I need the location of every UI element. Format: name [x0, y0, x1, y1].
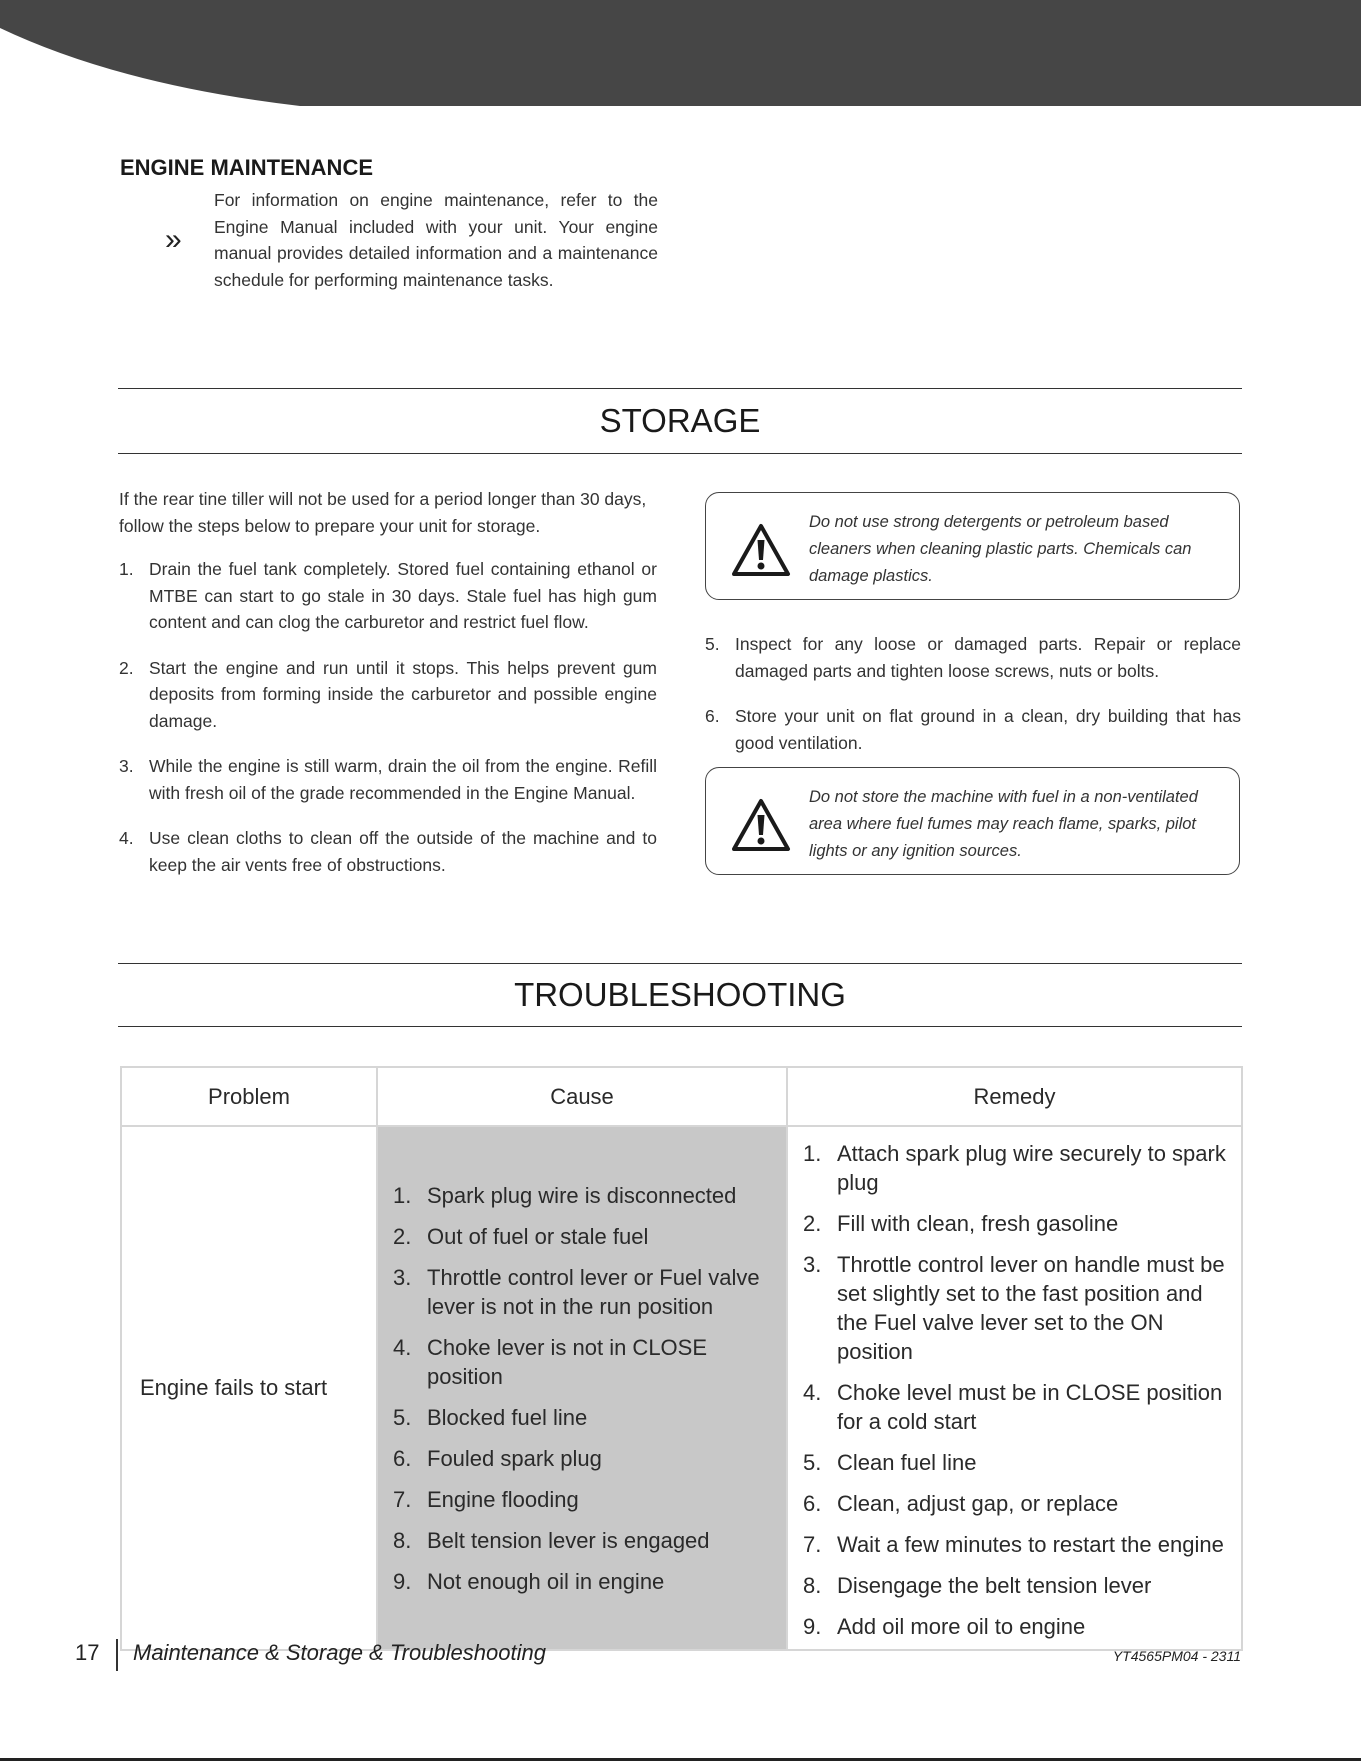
problem-cell: Engine fails to start	[121, 1126, 377, 1650]
item-text: Clean, adjust gap, or replace	[837, 1491, 1119, 1516]
warning-text: Do not store the machine with fuel in a non-ventilated area where fuel fumes may reach flame, sparks, pilot lights or any ignition sources.	[809, 788, 1198, 860]
step-number: 2.	[119, 657, 134, 678]
item-text: Throttle control lever on handle must be set slightly set to the fast position and the Fuel valve lever set to the ON position	[837, 1252, 1225, 1364]
step-text: Drain the fuel tank completely. Stored fuel containing ethanol or MTBE can start to go stale in 30 days. Stale fuel has high gum content and can clog the carburetor and restrict fuel flow.	[149, 559, 657, 632]
storage-title: STORAGE	[118, 388, 1242, 454]
item-text: Disengage the belt tension lever	[837, 1573, 1152, 1598]
step-number: 3.	[119, 756, 134, 776]
list-item	[803, 1250, 1227, 1366]
header-remedy: Remedy	[787, 1067, 1242, 1126]
step-number: 5.	[705, 634, 720, 654]
item-text: Out of fuel or stale fuel	[427, 1223, 649, 1249]
item-text: Clean fuel line	[837, 1450, 977, 1475]
header-problem: Problem	[121, 1067, 377, 1126]
item-number: 2.	[393, 1223, 412, 1249]
storage-step	[119, 825, 657, 878]
item-text: Wait a few minutes to restart the engine	[837, 1532, 1224, 1557]
step-text: Use clean cloths to clean off the outside of the machine and to keep the air vents free of obstructions.	[149, 828, 657, 875]
step-text: While the engine is still warm, drain the oil from the engine. Refill with fresh oil of the grade recommended in the Engine Manual.	[149, 756, 657, 803]
list-item	[803, 1612, 1227, 1641]
item-text: Attach spark plug wire securely to spark plug	[837, 1141, 1226, 1195]
item-number: 7.	[393, 1486, 412, 1512]
storage-steps-right	[705, 631, 1241, 756]
warning-text: Do not use strong detergents or petroleum based cleaners when cleaning plastic parts. Chemicals can damage plastics.	[809, 513, 1192, 585]
cause-cell	[377, 1126, 787, 1650]
item-text: Spark plug wire is disconnected	[427, 1182, 737, 1208]
storage-step	[119, 556, 657, 636]
footer-divider	[116, 1639, 118, 1671]
step-number: 4.	[119, 828, 134, 848]
list-item	[393, 1567, 785, 1596]
footer-section-title: Maintenance & Storage & Troubleshooting	[133, 1640, 546, 1665]
list-item	[803, 1448, 1227, 1477]
item-number: 1.	[393, 1182, 412, 1208]
warning-triangle-icon	[731, 523, 791, 577]
list-item	[393, 1222, 785, 1251]
troubleshooting-table	[120, 1066, 1243, 1651]
item-number: 4.	[393, 1334, 412, 1360]
item-number: 9.	[803, 1614, 822, 1639]
item-number: 3.	[393, 1264, 412, 1290]
step-text: Start the engine and run until it stops. This helps prevent gum deposits from forming inside the carburetor and possible engine damage.	[149, 657, 657, 731]
item-number: 8.	[803, 1573, 822, 1598]
list-item	[803, 1489, 1227, 1518]
item-text: Choke lever is not in CLOSE position	[427, 1334, 708, 1389]
item-text: Belt tension lever is engaged	[427, 1527, 710, 1553]
table-header-row	[121, 1067, 1242, 1126]
item-text: Fill with clean, fresh gasoline	[837, 1211, 1119, 1236]
storage-step	[119, 753, 657, 806]
item-number: 3.	[803, 1252, 822, 1277]
step-number: 1.	[119, 559, 134, 579]
list-item	[803, 1571, 1227, 1600]
item-number: 5.	[393, 1404, 412, 1430]
troubleshooting-title: TROUBLESHOOTING	[118, 963, 1242, 1027]
list-item	[393, 1526, 785, 1555]
item-number: 2.	[803, 1211, 822, 1236]
list-item	[393, 1403, 785, 1432]
storage-step	[705, 703, 1241, 756]
item-number: 6.	[393, 1445, 412, 1471]
remedy-cell	[787, 1126, 1242, 1650]
list-item	[803, 1209, 1227, 1238]
list-item	[393, 1485, 785, 1514]
document-code: YT4565PM04 - 2311	[1112, 1648, 1241, 1664]
item-number: 7.	[803, 1532, 822, 1557]
item-number: 5.	[803, 1450, 822, 1475]
item-number: 9.	[393, 1568, 412, 1594]
cause-list	[393, 1181, 785, 1596]
step-number: 6.	[705, 706, 720, 726]
item-text: Add oil more oil to engine	[837, 1614, 1086, 1639]
warning-box-fuel-storage	[705, 767, 1240, 875]
list-item	[803, 1530, 1227, 1559]
item-text: Choke level must be in CLOSE position for a cold start	[837, 1380, 1223, 1434]
list-item	[393, 1444, 785, 1473]
list-item	[393, 1181, 785, 1210]
list-item	[803, 1378, 1227, 1436]
item-text: Not enough oil in engine	[427, 1568, 665, 1594]
item-text: Blocked fuel line	[427, 1404, 588, 1430]
item-text: Throttle control lever or Fuel valve lever is not in the run position	[427, 1264, 760, 1319]
page-number: 17	[75, 1640, 100, 1665]
item-number: 1.	[803, 1141, 822, 1166]
item-text: Engine flooding	[427, 1486, 579, 1512]
list-item	[393, 1263, 785, 1321]
remedy-list	[803, 1139, 1227, 1641]
item-text: Fouled spark plug	[427, 1445, 602, 1471]
table-row	[121, 1126, 1242, 1650]
header-banner	[0, 0, 1361, 110]
header-cause: Cause	[377, 1067, 787, 1126]
item-number: 8.	[393, 1527, 412, 1553]
storage-intro: If the rear tine tiller will not be used for a period longer than 30 days, follow the steps below to prepare your unit for storage.	[119, 489, 647, 536]
step-text: Inspect for any loose or damaged parts. Repair or replace damaged parts and tighten loose screws, nuts or bolts.	[735, 634, 1241, 681]
list-item	[803, 1139, 1227, 1197]
warning-box-detergents	[705, 492, 1240, 600]
item-number: 4.	[803, 1380, 822, 1405]
storage-steps-left	[119, 556, 657, 878]
double-chevron-right-icon: »	[165, 223, 182, 256]
engine-maintenance-note: For information on engine maintenance, refer to the Engine Manual included with your unit. Your engine manual provides detailed information and a maintenance schedule for performing maintenance tasks.	[214, 190, 658, 290]
engine-maintenance-heading: ENGINE MAINTENANCE	[120, 155, 374, 180]
storage-step	[119, 655, 657, 735]
warning-triangle-icon	[731, 798, 791, 852]
item-number: 6.	[803, 1491, 822, 1516]
step-text: Store your unit on flat ground in a clean, dry building that has good ventilation.	[735, 706, 1241, 753]
list-item	[393, 1333, 785, 1391]
storage-step	[705, 631, 1241, 684]
